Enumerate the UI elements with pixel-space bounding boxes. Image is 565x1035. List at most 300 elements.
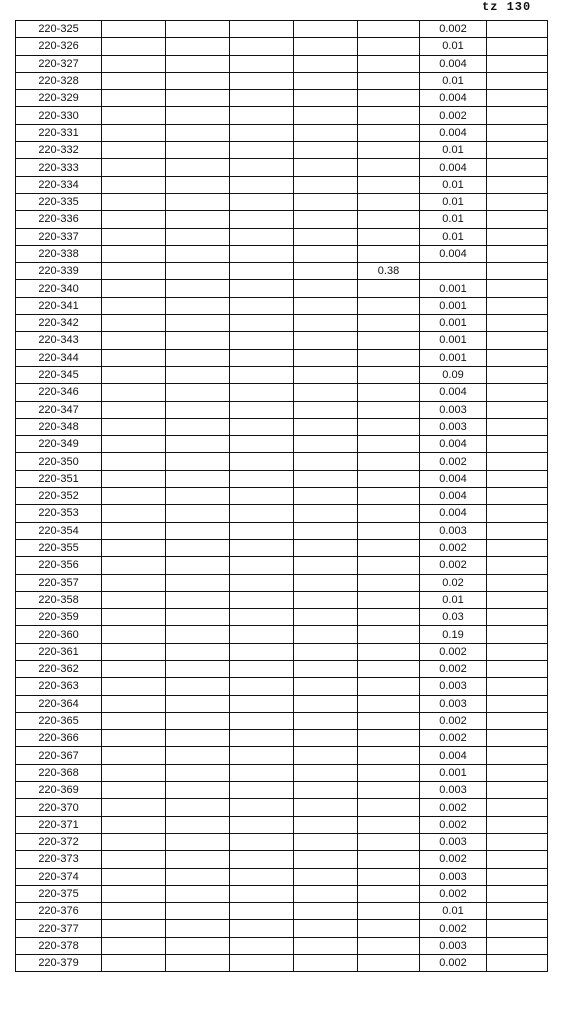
value-cell-col6	[358, 868, 420, 885]
empty-cell	[294, 764, 358, 781]
empty-cell	[102, 90, 166, 107]
empty-cell	[487, 211, 548, 228]
empty-cell	[487, 955, 548, 972]
empty-cell	[166, 851, 230, 868]
table-row	[16, 193, 548, 210]
empty-cell	[166, 660, 230, 677]
value-cell-col7: 0.01	[420, 193, 487, 210]
empty-cell	[166, 280, 230, 297]
empty-cell	[487, 678, 548, 695]
table-row	[16, 522, 548, 539]
table-row	[16, 557, 548, 574]
value-cell-col7: 0.001	[420, 297, 487, 314]
table-row	[16, 643, 548, 660]
empty-cell	[487, 263, 548, 280]
sample-id-cell: 220-349	[16, 436, 102, 453]
empty-cell	[230, 211, 294, 228]
value-cell-col6	[358, 920, 420, 937]
table-row	[16, 349, 548, 366]
table-row	[16, 764, 548, 781]
table-row	[16, 90, 548, 107]
empty-cell	[102, 833, 166, 850]
table-row	[16, 660, 548, 677]
value-cell-col6	[358, 747, 420, 764]
table-row	[16, 142, 548, 159]
empty-cell	[166, 799, 230, 816]
empty-cell	[294, 142, 358, 159]
value-cell-col6	[358, 315, 420, 332]
sample-id-cell: 220-342	[16, 315, 102, 332]
empty-cell	[294, 176, 358, 193]
empty-cell	[166, 712, 230, 729]
value-cell-col6	[358, 764, 420, 781]
empty-cell	[230, 626, 294, 643]
value-cell-col7: 0.002	[420, 799, 487, 816]
value-cell-col6	[358, 799, 420, 816]
value-cell-col7: 0.004	[420, 90, 487, 107]
value-cell-col6	[358, 332, 420, 349]
empty-cell	[230, 557, 294, 574]
empty-cell	[294, 574, 358, 591]
empty-cell	[166, 315, 230, 332]
empty-cell	[294, 418, 358, 435]
value-cell-col7: 0.001	[420, 349, 487, 366]
empty-cell	[487, 903, 548, 920]
value-cell-col7: 0.002	[420, 730, 487, 747]
empty-cell	[230, 280, 294, 297]
empty-cell	[102, 799, 166, 816]
value-cell-col7: 0.002	[420, 816, 487, 833]
empty-cell	[102, 712, 166, 729]
sample-id-cell: 220-332	[16, 142, 102, 159]
empty-cell	[102, 764, 166, 781]
empty-cell	[230, 833, 294, 850]
sample-id-cell: 220-362	[16, 660, 102, 677]
value-cell-col7: 0.002	[420, 955, 487, 972]
value-cell-col6	[358, 228, 420, 245]
empty-cell	[230, 539, 294, 556]
empty-cell	[230, 712, 294, 729]
empty-cell	[102, 384, 166, 401]
empty-cell	[166, 730, 230, 747]
value-cell-col7: 0.004	[420, 488, 487, 505]
empty-cell	[487, 176, 548, 193]
empty-cell	[294, 955, 358, 972]
sample-id-cell: 220-333	[16, 159, 102, 176]
empty-cell	[294, 885, 358, 902]
sample-id-cell: 220-338	[16, 245, 102, 262]
empty-cell	[230, 799, 294, 816]
table-row	[16, 955, 548, 972]
value-cell-col7: 0.002	[420, 453, 487, 470]
empty-cell	[230, 937, 294, 954]
table-row	[16, 245, 548, 262]
empty-cell	[102, 937, 166, 954]
empty-cell	[294, 193, 358, 210]
value-cell-col7: 0.003	[420, 522, 487, 539]
empty-cell	[102, 816, 166, 833]
value-cell-col6	[358, 522, 420, 539]
empty-cell	[230, 695, 294, 712]
sample-id-cell: 220-374	[16, 868, 102, 885]
sample-id-cell: 220-330	[16, 107, 102, 124]
empty-cell	[294, 349, 358, 366]
empty-cell	[102, 747, 166, 764]
empty-cell	[102, 695, 166, 712]
empty-cell	[102, 401, 166, 418]
value-cell-col6	[358, 626, 420, 643]
empty-cell	[166, 193, 230, 210]
table-row	[16, 799, 548, 816]
empty-cell	[487, 366, 548, 383]
table-row	[16, 816, 548, 833]
table-row	[16, 591, 548, 608]
empty-cell	[102, 851, 166, 868]
sample-id-cell: 220-365	[16, 712, 102, 729]
empty-cell	[230, 522, 294, 539]
empty-cell	[487, 107, 548, 124]
value-cell-col6	[358, 21, 420, 38]
empty-cell	[294, 833, 358, 850]
table-row	[16, 937, 548, 954]
empty-cell	[166, 574, 230, 591]
empty-cell	[487, 937, 548, 954]
value-cell-col7: 0.19	[420, 626, 487, 643]
table-row	[16, 868, 548, 885]
empty-cell	[294, 609, 358, 626]
value-cell-col7: 0.001	[420, 764, 487, 781]
empty-cell	[166, 107, 230, 124]
empty-cell	[294, 539, 358, 556]
value-cell-col6	[358, 937, 420, 954]
table-row	[16, 574, 548, 591]
empty-cell	[487, 782, 548, 799]
value-cell-col7: 0.003	[420, 868, 487, 885]
empty-cell	[487, 245, 548, 262]
empty-cell	[294, 643, 358, 660]
table-row	[16, 920, 548, 937]
empty-cell	[487, 332, 548, 349]
empty-cell	[102, 920, 166, 937]
sample-id-cell: 220-339	[16, 263, 102, 280]
empty-cell	[102, 245, 166, 262]
empty-cell	[230, 90, 294, 107]
empty-cell	[166, 626, 230, 643]
empty-cell	[294, 660, 358, 677]
empty-cell	[166, 453, 230, 470]
empty-cell	[294, 384, 358, 401]
value-cell-col7: 0.002	[420, 21, 487, 38]
empty-cell	[102, 678, 166, 695]
value-cell-col7: 0.001	[420, 332, 487, 349]
sample-id-cell: 220-337	[16, 228, 102, 245]
empty-cell	[230, 38, 294, 55]
empty-cell	[102, 332, 166, 349]
empty-cell	[294, 626, 358, 643]
empty-cell	[294, 90, 358, 107]
sample-id-cell: 220-348	[16, 418, 102, 435]
empty-cell	[487, 816, 548, 833]
empty-cell	[102, 55, 166, 72]
value-cell-col6	[358, 176, 420, 193]
empty-cell	[166, 488, 230, 505]
empty-cell	[487, 885, 548, 902]
empty-cell	[294, 211, 358, 228]
empty-cell	[294, 401, 358, 418]
value-cell-col6	[358, 782, 420, 799]
value-cell-col7: 0.01	[420, 228, 487, 245]
sample-id-cell: 220-343	[16, 332, 102, 349]
empty-cell	[487, 522, 548, 539]
sample-id-cell: 220-352	[16, 488, 102, 505]
value-cell-col7: 0.02	[420, 574, 487, 591]
empty-cell	[230, 851, 294, 868]
empty-cell	[230, 885, 294, 902]
empty-cell	[166, 470, 230, 487]
empty-cell	[102, 643, 166, 660]
table-row	[16, 609, 548, 626]
empty-cell	[102, 609, 166, 626]
empty-cell	[294, 159, 358, 176]
value-cell-col7: 0.001	[420, 315, 487, 332]
value-cell-col6	[358, 38, 420, 55]
empty-cell	[230, 107, 294, 124]
empty-cell	[230, 730, 294, 747]
empty-cell	[487, 72, 548, 89]
empty-cell	[487, 488, 548, 505]
empty-cell	[230, 315, 294, 332]
empty-cell	[487, 280, 548, 297]
sample-id-cell: 220-364	[16, 695, 102, 712]
table-body	[16, 21, 548, 972]
value-cell-col7: 0.002	[420, 885, 487, 902]
sample-id-cell: 220-379	[16, 955, 102, 972]
empty-cell	[102, 263, 166, 280]
empty-cell	[230, 868, 294, 885]
empty-cell	[166, 297, 230, 314]
empty-cell	[230, 470, 294, 487]
page-number: tz 130	[482, 0, 532, 14]
empty-cell	[294, 453, 358, 470]
empty-cell	[102, 72, 166, 89]
sample-id-cell: 220-340	[16, 280, 102, 297]
table-row	[16, 782, 548, 799]
value-cell-col7: 0.004	[420, 384, 487, 401]
sample-id-cell: 220-328	[16, 72, 102, 89]
empty-cell	[294, 72, 358, 89]
empty-cell	[230, 142, 294, 159]
empty-cell	[166, 436, 230, 453]
value-cell-col7: 0.003	[420, 401, 487, 418]
empty-cell	[166, 401, 230, 418]
empty-cell	[166, 176, 230, 193]
empty-cell	[294, 470, 358, 487]
value-cell-col6	[358, 193, 420, 210]
empty-cell	[102, 488, 166, 505]
empty-cell	[487, 764, 548, 781]
value-cell-col6	[358, 730, 420, 747]
table-row	[16, 488, 548, 505]
empty-cell	[487, 349, 548, 366]
table-row	[16, 712, 548, 729]
empty-cell	[294, 522, 358, 539]
sample-id-cell: 220-373	[16, 851, 102, 868]
value-cell-col6	[358, 816, 420, 833]
value-cell-col7: 0.01	[420, 142, 487, 159]
empty-cell	[102, 366, 166, 383]
empty-cell	[487, 159, 548, 176]
empty-cell	[487, 124, 548, 141]
sample-id-cell: 220-350	[16, 453, 102, 470]
empty-cell	[487, 55, 548, 72]
sample-id-cell: 220-353	[16, 505, 102, 522]
table-row	[16, 38, 548, 55]
table-row	[16, 72, 548, 89]
empty-cell	[294, 747, 358, 764]
empty-cell	[294, 816, 358, 833]
value-cell-col6	[358, 591, 420, 608]
table-row	[16, 159, 548, 176]
value-cell-col7: 0.003	[420, 833, 487, 850]
value-cell-col7: 0.002	[420, 712, 487, 729]
empty-cell	[294, 695, 358, 712]
empty-cell	[230, 782, 294, 799]
empty-cell	[166, 643, 230, 660]
empty-cell	[102, 868, 166, 885]
sample-id-cell: 220-344	[16, 349, 102, 366]
empty-cell	[102, 280, 166, 297]
value-cell-col6	[358, 885, 420, 902]
empty-cell	[166, 211, 230, 228]
sample-id-cell: 220-378	[16, 937, 102, 954]
empty-cell	[102, 453, 166, 470]
empty-cell	[294, 280, 358, 297]
value-cell-col7: 0.002	[420, 660, 487, 677]
sample-id-cell: 220-368	[16, 764, 102, 781]
empty-cell	[294, 366, 358, 383]
empty-cell	[166, 609, 230, 626]
value-cell-col7: 0.01	[420, 176, 487, 193]
empty-cell	[294, 591, 358, 608]
sample-id-cell: 220-369	[16, 782, 102, 799]
value-cell-col6	[358, 712, 420, 729]
empty-cell	[230, 263, 294, 280]
empty-cell	[166, 833, 230, 850]
sample-id-cell: 220-336	[16, 211, 102, 228]
value-cell-col7: 0.004	[420, 436, 487, 453]
empty-cell	[230, 920, 294, 937]
empty-cell	[487, 193, 548, 210]
empty-cell	[487, 609, 548, 626]
empty-cell	[166, 539, 230, 556]
table-row	[16, 55, 548, 72]
table-row	[16, 315, 548, 332]
empty-cell	[102, 176, 166, 193]
empty-cell	[294, 245, 358, 262]
value-cell-col6	[358, 557, 420, 574]
empty-cell	[230, 453, 294, 470]
empty-cell	[294, 851, 358, 868]
table-row	[16, 332, 548, 349]
empty-cell	[294, 124, 358, 141]
table-row	[16, 418, 548, 435]
empty-cell	[166, 782, 230, 799]
empty-cell	[230, 678, 294, 695]
empty-cell	[487, 418, 548, 435]
value-cell-col7: 0.01	[420, 591, 487, 608]
sample-id-cell: 220-372	[16, 833, 102, 850]
empty-cell	[166, 505, 230, 522]
value-cell-col6	[358, 574, 420, 591]
value-cell-col7: 0.004	[420, 470, 487, 487]
empty-cell	[487, 142, 548, 159]
empty-cell	[487, 591, 548, 608]
empty-cell	[102, 660, 166, 677]
value-cell-col6: 0.38	[358, 263, 420, 280]
value-cell-col6	[358, 90, 420, 107]
empty-cell	[166, 72, 230, 89]
empty-cell	[294, 297, 358, 314]
value-cell-col7: 0.004	[420, 55, 487, 72]
empty-cell	[102, 159, 166, 176]
empty-cell	[102, 142, 166, 159]
empty-cell	[230, 159, 294, 176]
empty-cell	[230, 297, 294, 314]
empty-cell	[294, 263, 358, 280]
empty-cell	[102, 557, 166, 574]
value-cell-col7: 0.004	[420, 747, 487, 764]
table-row	[16, 436, 548, 453]
value-cell-col6	[358, 142, 420, 159]
empty-cell	[487, 557, 548, 574]
sample-id-cell: 220-334	[16, 176, 102, 193]
empty-cell	[166, 55, 230, 72]
empty-cell	[230, 401, 294, 418]
table-row	[16, 730, 548, 747]
value-cell-col6	[358, 245, 420, 262]
value-cell-col6	[358, 470, 420, 487]
empty-cell	[102, 418, 166, 435]
empty-cell	[487, 228, 548, 245]
empty-cell	[487, 799, 548, 816]
value-cell-col6	[358, 453, 420, 470]
value-cell-col7: 0.003	[420, 418, 487, 435]
empty-cell	[487, 626, 548, 643]
empty-cell	[102, 315, 166, 332]
empty-cell	[487, 833, 548, 850]
empty-cell	[230, 660, 294, 677]
empty-cell	[166, 245, 230, 262]
value-cell-col6	[358, 280, 420, 297]
empty-cell	[294, 799, 358, 816]
table-row	[16, 176, 548, 193]
sample-id-cell: 220-363	[16, 678, 102, 695]
empty-cell	[102, 107, 166, 124]
empty-cell	[294, 38, 358, 55]
empty-cell	[230, 591, 294, 608]
value-cell-col7: 0.004	[420, 245, 487, 262]
value-cell-col7: 0.002	[420, 851, 487, 868]
sample-id-cell: 220-360	[16, 626, 102, 643]
empty-cell	[166, 885, 230, 902]
sample-id-cell: 220-354	[16, 522, 102, 539]
sample-id-cell: 220-345	[16, 366, 102, 383]
empty-cell	[487, 453, 548, 470]
sample-id-cell: 220-358	[16, 591, 102, 608]
empty-cell	[166, 591, 230, 608]
empty-cell	[230, 124, 294, 141]
table-row	[16, 539, 548, 556]
